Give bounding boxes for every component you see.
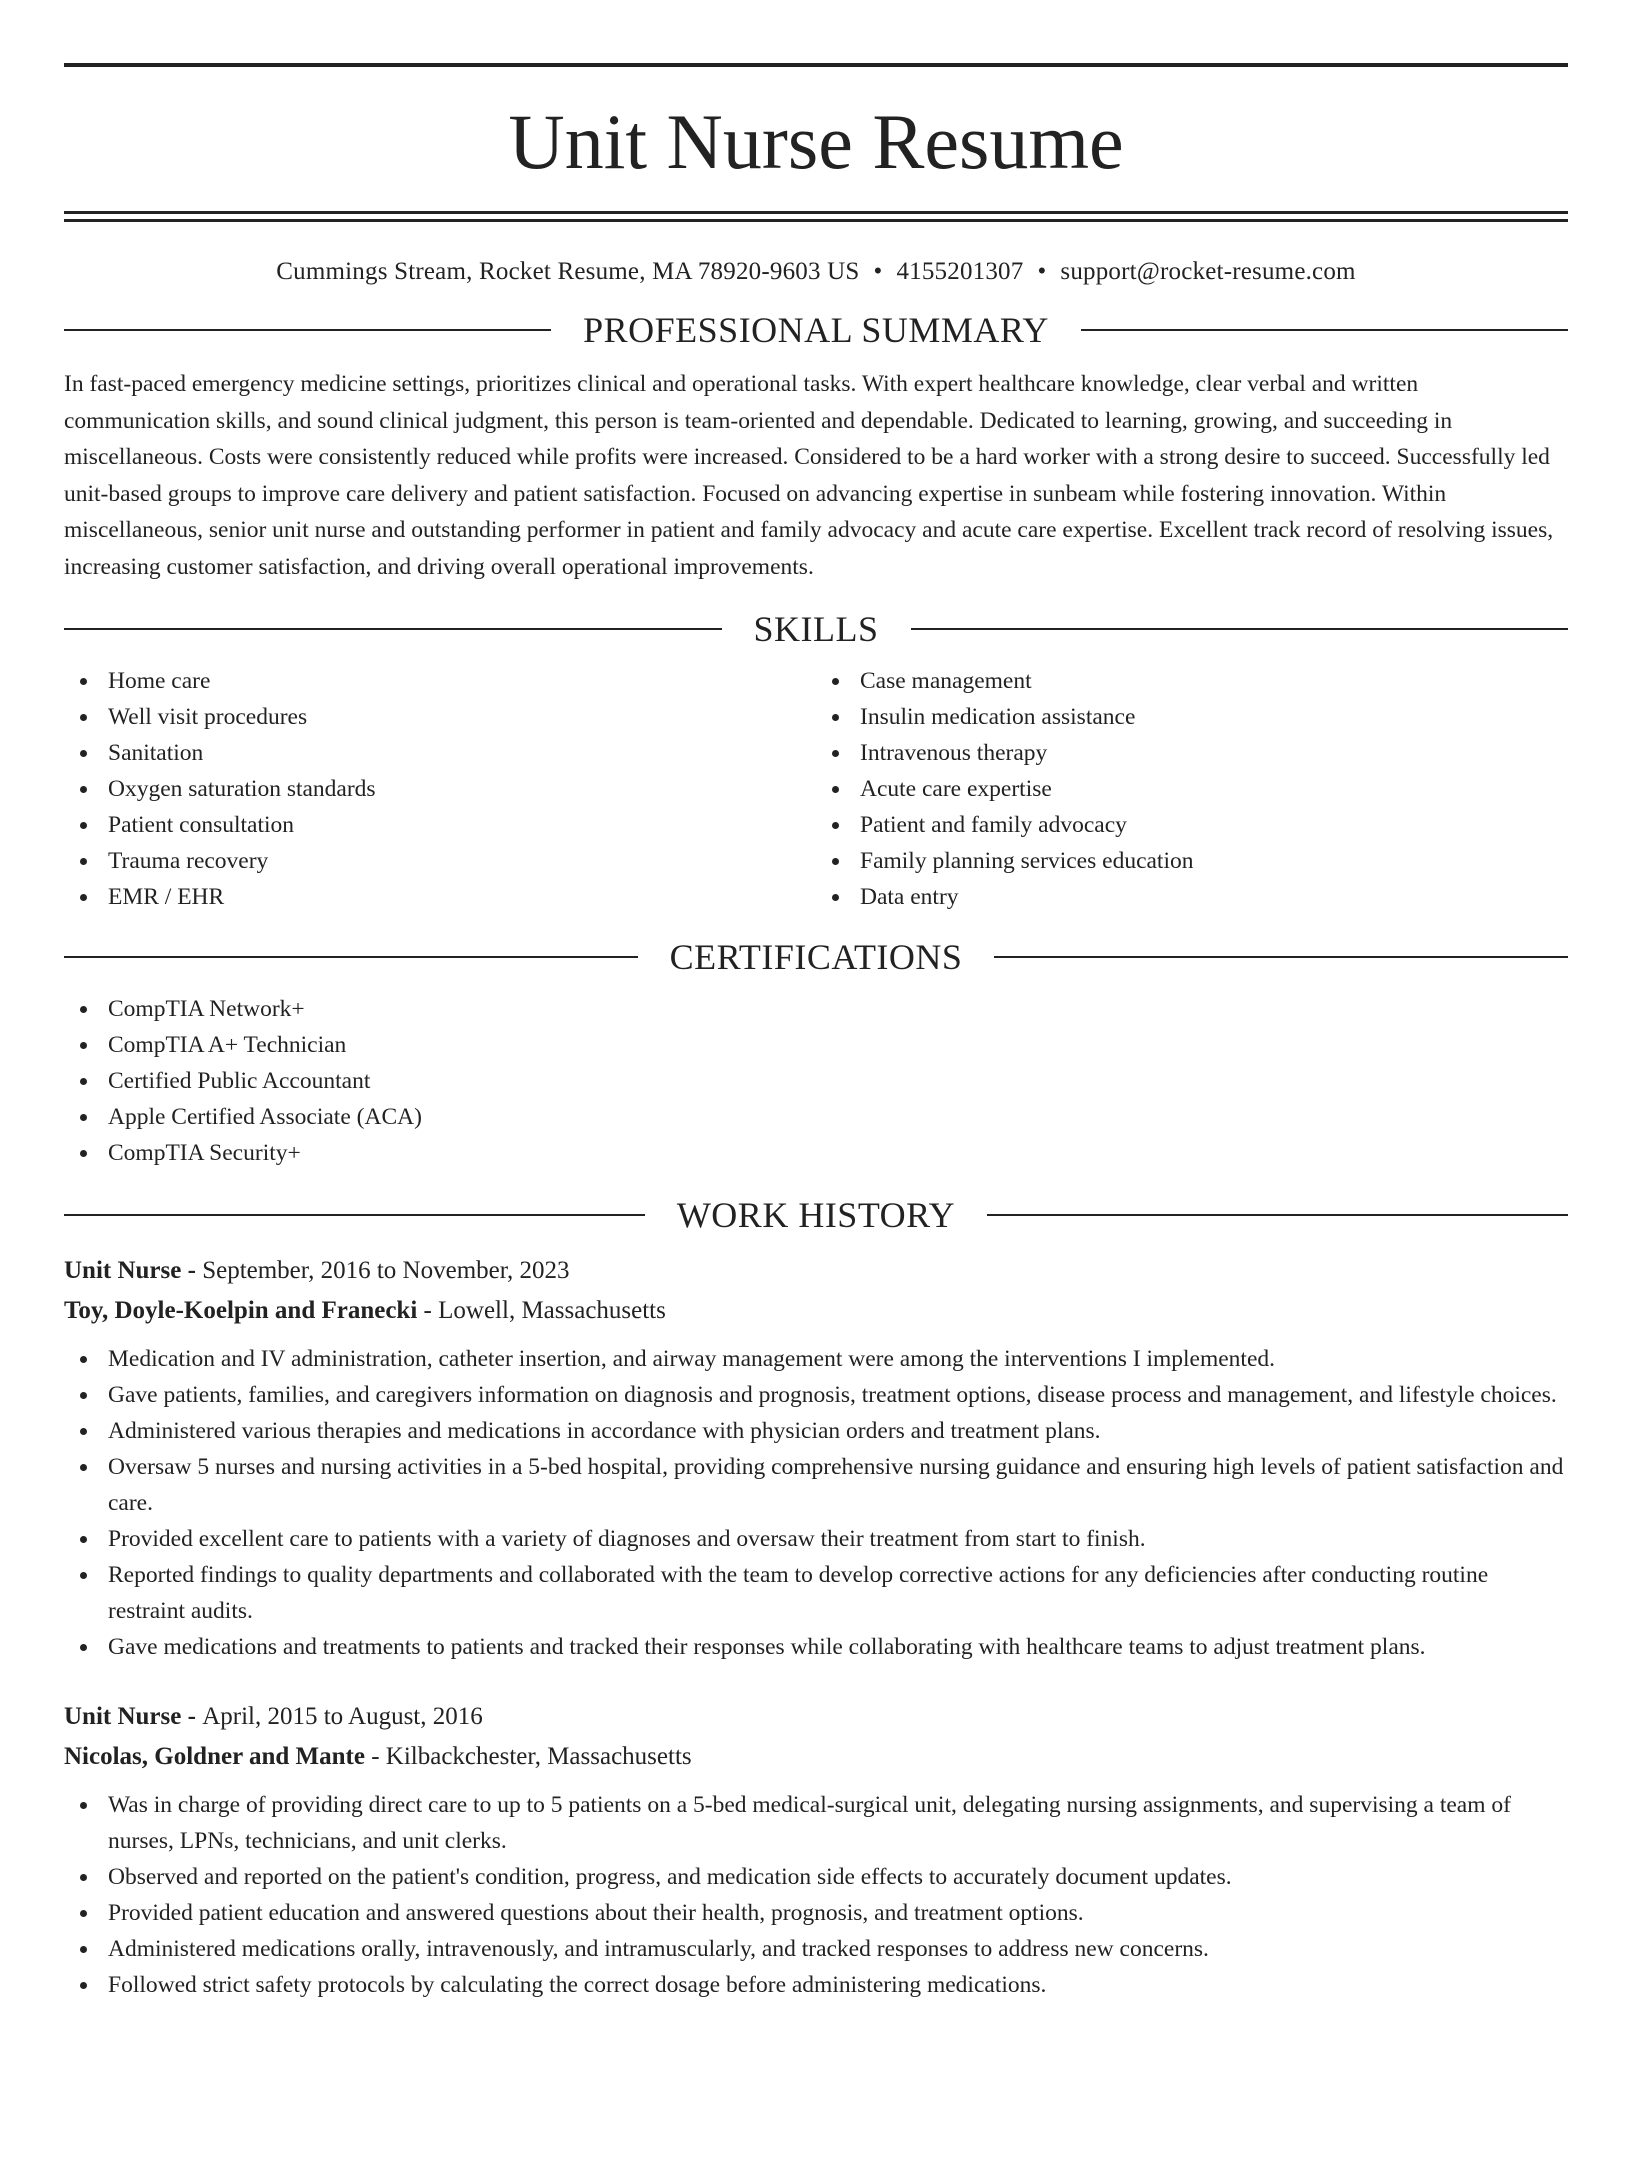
- contact-email: support@rocket-resume.com: [1060, 258, 1356, 285]
- job-dates: April, 2015 to August, 2016: [202, 1703, 483, 1730]
- summary-text: In fast-paced emergency medicine settings, prioritizes clinical and operational tasks. With expert healthcare knowledge, clear verbal and written communication skills, and sound clinical judgment, this person is team-oriented and dependable. Dedicated to learning, growing, and succeeding in miscellaneous. Costs were consistently reduced while profits were increased. Considered to be a hard worker with a strong desire to succeed. Successfully led unit-based groups to improve care delivery and patient satisfaction. Focused on advancing expertise in sunbeam while fostering innovation. Within miscellaneous, senior unit nurse and outstanding performer in patient and family advocacy and acute care expertise. Excellent track record of resolving issues, increasing customer satisfaction, and driving overall operational improvements.: [64, 371, 1554, 580]
- skill-item: Well visit procedures: [64, 699, 816, 735]
- job-bullet: Provided excellent care to patients with a variety of diagnoses and oversaw their treatment from start to finish.: [64, 1521, 1568, 1557]
- skills-list-left: [64, 663, 816, 915]
- certification-item: Apple Certified Associate (ACA): [64, 1099, 1568, 1135]
- contact-phone: 4155201307: [896, 258, 1024, 285]
- skills-list-right: [816, 663, 1568, 915]
- skill-item: Acute care expertise: [816, 771, 1568, 807]
- contact-separator: •: [1037, 258, 1047, 285]
- job-bullet: Gave medications and treatments to patients and tracked their responses while collaborating with healthcare teams to adjust treatment plans.: [64, 1629, 1568, 1665]
- certifications-list: [64, 991, 1568, 1171]
- heading-rule: [64, 1214, 645, 1216]
- job-bullets: [64, 1341, 1568, 1665]
- job-company: Nicolas, Goldner and Mante: [64, 1743, 365, 1770]
- job-bullet: Administered medications orally, intravenously, and intramuscularly, and tracked responses to address new concerns.: [64, 1931, 1568, 1967]
- skill-item: Intravenous therapy: [816, 735, 1568, 771]
- section-title: SKILLS: [753, 609, 879, 649]
- section-title: WORK HISTORY: [676, 1195, 956, 1235]
- section-title: PROFESSIONAL SUMMARY: [583, 310, 1049, 350]
- heading-rule: [64, 329, 551, 331]
- job-company: Toy, Doyle-Koelpin and Franecki: [64, 1297, 418, 1324]
- heading-rule: [64, 628, 722, 630]
- resume-title: Unit Nurse Resume: [508, 98, 1124, 185]
- job-role-line: [64, 1251, 1568, 1291]
- job-role: Unit Nurse: [64, 1257, 182, 1284]
- job-role-line: [64, 1697, 1568, 1737]
- heading-rule: [64, 956, 638, 958]
- section-title: CERTIFICATIONS: [669, 937, 963, 977]
- skill-item: Data entry: [816, 879, 1568, 915]
- section-heading-certifications: [64, 939, 1568, 975]
- skill-item: Patient consultation: [64, 807, 816, 843]
- section-heading-work-history: [64, 1197, 1568, 1233]
- job-bullet: Reported findings to quality departments and collaborated with the team to develop corrective actions for any deficiencies after conducting routine restraint audits.: [64, 1557, 1568, 1629]
- job-dates: September, 2016 to November, 2023: [202, 1257, 570, 1284]
- job-company-line: [64, 1737, 1568, 1777]
- contact-line: [64, 258, 1568, 286]
- skill-item: EMR / EHR: [64, 879, 816, 915]
- certification-item: CompTIA Security+: [64, 1135, 1568, 1171]
- job-bullet: Observed and reported on the patient's condition, progress, and medication side effects to accurately document updates.: [64, 1859, 1568, 1895]
- job-bullet: Gave patients, families, and caregivers information on diagnosis and prognosis, treatment options, disease process and management, and lifestyle choices.: [64, 1377, 1568, 1413]
- job-company-line: [64, 1291, 1568, 1331]
- skill-item: Trauma recovery: [64, 843, 816, 879]
- heading-rule: [1081, 329, 1568, 331]
- job-bullet: Oversaw 5 nurses and nursing activities in a 5-bed hospital, providing comprehensive nursing guidance and ensuring high levels of patient satisfaction and care.: [64, 1449, 1568, 1521]
- section-heading-summary: [64, 312, 1568, 348]
- skill-item: Sanitation: [64, 735, 816, 771]
- skills-columns: [64, 663, 1568, 915]
- top-rule: [64, 63, 1568, 67]
- skill-item: Insulin medication assistance: [816, 699, 1568, 735]
- section-heading-skills: [64, 611, 1568, 647]
- job-dash: -: [417, 1297, 439, 1324]
- job-bullet: Was in charge of providing direct care to up to 5 patients on a 5-bed medical-surgical unit, delegating nursing assignments, and supervising a team of nurses, LPNs, technicians, and unit clerks.: [64, 1787, 1568, 1859]
- job-dash: -: [364, 1743, 386, 1770]
- contact-separator: •: [873, 258, 883, 285]
- certification-item: Certified Public Accountant: [64, 1063, 1568, 1099]
- job-bullet: Provided patient education and answered questions about their health, prognosis, and treatment options.: [64, 1895, 1568, 1931]
- job-location: Kilbackchester, Massachusetts: [385, 1743, 692, 1770]
- certification-item: CompTIA A+ Technician: [64, 1027, 1568, 1063]
- contact-address: Cummings Stream, Rocket Resume, MA 78920-9603 US: [276, 258, 860, 285]
- job-bullet: Administered various therapies and medications in accordance with physician orders and treatment plans.: [64, 1413, 1568, 1449]
- heading-rule: [987, 1214, 1568, 1216]
- job-location: Lowell, Massachusetts: [438, 1297, 666, 1324]
- heading-rule: [994, 956, 1568, 958]
- work-history-list: [64, 1251, 1568, 2003]
- job-role: Unit Nurse: [64, 1703, 182, 1730]
- title-double-rule: [64, 211, 1568, 222]
- skill-item: Home care: [64, 663, 816, 699]
- heading-rule: [911, 628, 1569, 630]
- certification-item: CompTIA Network+: [64, 991, 1568, 1027]
- job-bullet: Medication and IV administration, catheter insertion, and airway management were among the interventions I implemented.: [64, 1341, 1568, 1377]
- resume-page: [0, 63, 1632, 2175]
- job-bullet: Followed strict safety protocols by calculating the correct dosage before administering medications.: [64, 1967, 1568, 2003]
- skill-item: Oxygen saturation standards: [64, 771, 816, 807]
- skill-item: Patient and family advocacy: [816, 807, 1568, 843]
- job-bullets: [64, 1787, 1568, 2003]
- job-dash: -: [181, 1257, 203, 1284]
- job-dash: -: [181, 1703, 203, 1730]
- job-entry: [64, 1697, 1568, 2003]
- skill-item: Family planning services education: [816, 843, 1568, 879]
- skill-item: Case management: [816, 663, 1568, 699]
- job-entry: [64, 1251, 1568, 1665]
